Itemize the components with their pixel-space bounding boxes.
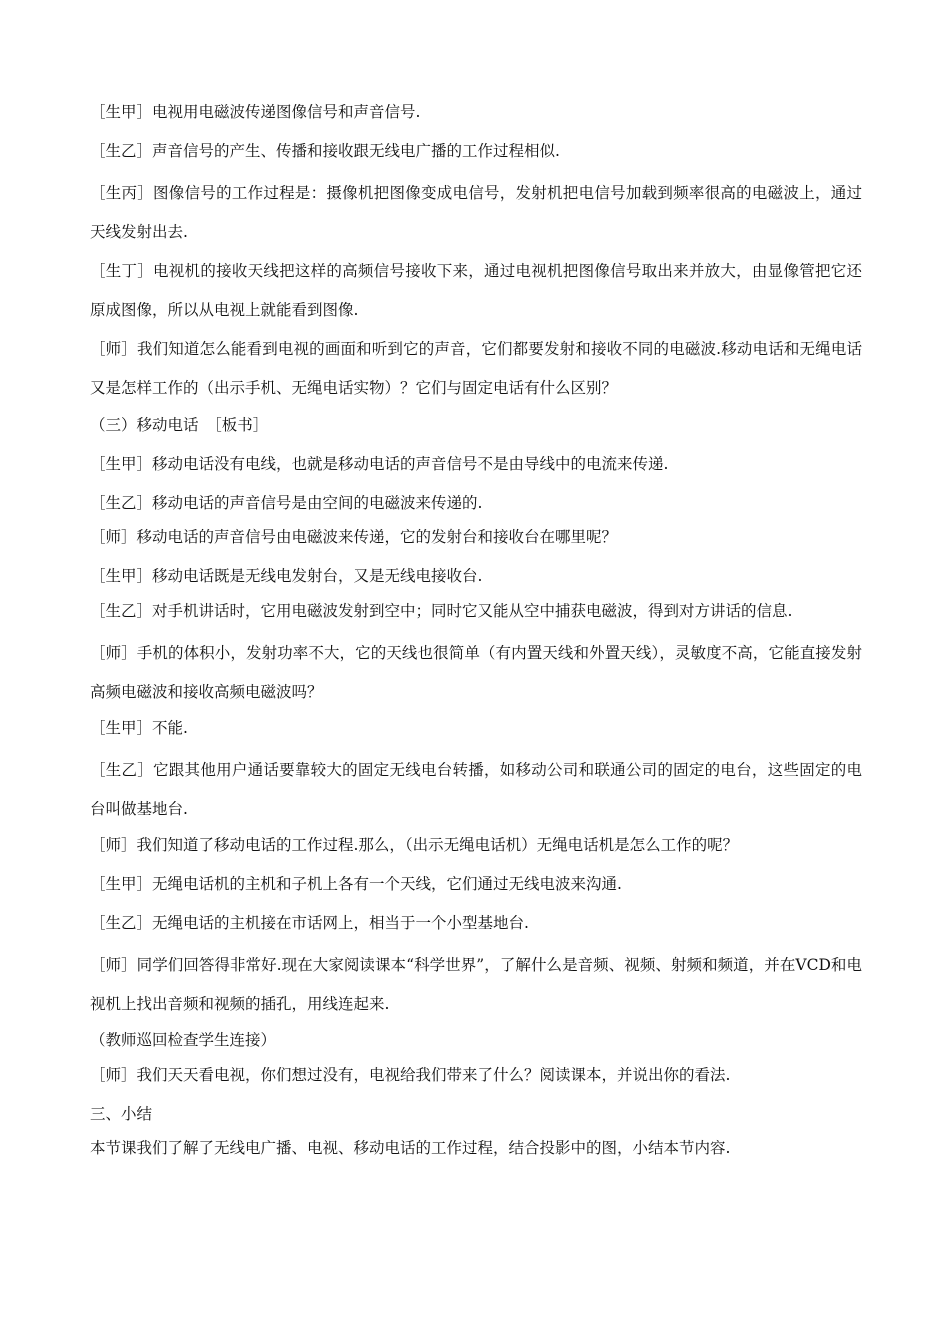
dialogue-line: ［师］我们天天看电视，你们想过没有，电视给我们带来了什么？阅读课本，并说出你的看法.: [90, 1066, 731, 1084]
dialogue-line: ［师］手机的体积小，发射功率不大，它的天线也很简单（有内置天线和外置天线），灵敏度不高，它能直接发射高频电磁波和接收高频电磁波吗？: [90, 644, 862, 701]
dialogue-line: ［生甲］移动电话没有电线，也就是移动电话的声音信号不是由导线中的电流来传递.: [90, 455, 669, 473]
dialogue-line: ［生乙］无绳电话的主机接在市话网上，相当于一个小型基地台.: [90, 914, 529, 932]
dialogue-line: ［生甲］无绳电话机的主机和子机上各有一个天线，它们通过无线电波来沟通.: [90, 875, 622, 893]
dialogue-line: ［师］我们知道了移动电话的工作过程.那么，（出示无绳电话机）无绳电话机是怎么工作的呢？: [90, 836, 739, 854]
summary-paragraph: 本节课我们了解了无线电广播、电视、移动电话的工作过程，结合投影中的图，小结本节内容.: [90, 1139, 731, 1157]
dialogue-line: ［生乙］对手机讲话时，它用电磁波发射到空中；同时它又能从空中捕获电磁波，得到对方讲话的信息.: [90, 602, 793, 620]
dialogue-line: ［生乙］移动电话的声音信号是由空间的电磁波来传递的.: [90, 494, 483, 512]
dialogue-line: ［生甲］不能.: [90, 719, 188, 737]
dialogue-line: ［师］移动电话的声音信号由电磁波来传递，它的发射台和接收台在哪里呢？: [90, 528, 618, 546]
dialogue-line: ［生丁］电视机的接收天线把这样的高频信号接收下来，通过电视机把图像信号取出来并放大，由显像管把它还原成图像，所以从电视上就能看到图像.: [90, 262, 862, 319]
dialogue-line: ［生乙］它跟其他用户通话要靠较大的固定无线电台转播，如移动公司和联通公司的固定的电台，这些固定的电台叫做基地台.: [90, 761, 862, 818]
dialogue-line: ［生乙］声音信号的产生、传播和接收跟无线电广播的工作过程相似.: [90, 142, 560, 160]
stage-note: （教师巡回检查学生连接）: [90, 1031, 277, 1049]
section-heading: （三）移动电话 ［板书］: [90, 416, 269, 434]
dialogue-line: ［生丙］图像信号的工作过程是：摄像机把图像变成电信号，发射机把电信号加载到频率很高的电磁波上，通过天线发射出去.: [90, 184, 862, 241]
section-heading: 三、小结: [90, 1105, 153, 1123]
dialogue-line: ［师］同学们回答得非常好.现在大家阅读课本“科学世界”，了解什么是音频、视频、射频和频道，并在VCD和电视机上找出音频和视频的插孔，用线连起来.: [90, 956, 862, 1013]
dialogue-line: ［生甲］移动电话既是无线电发射台，又是无线电接收台.: [90, 567, 483, 585]
dialogue-line: ［师］我们知道怎么能看到电视的画面和听到它的声音，它们都要发射和接收不同的电磁波.移动电话和无绳电话又是怎样工作的（出示手机、无绳电话实物）？它们与固定电话有什么区别？: [90, 340, 862, 397]
dialogue-line: ［生甲］电视用电磁波传递图像信号和声音信号.: [90, 103, 421, 121]
